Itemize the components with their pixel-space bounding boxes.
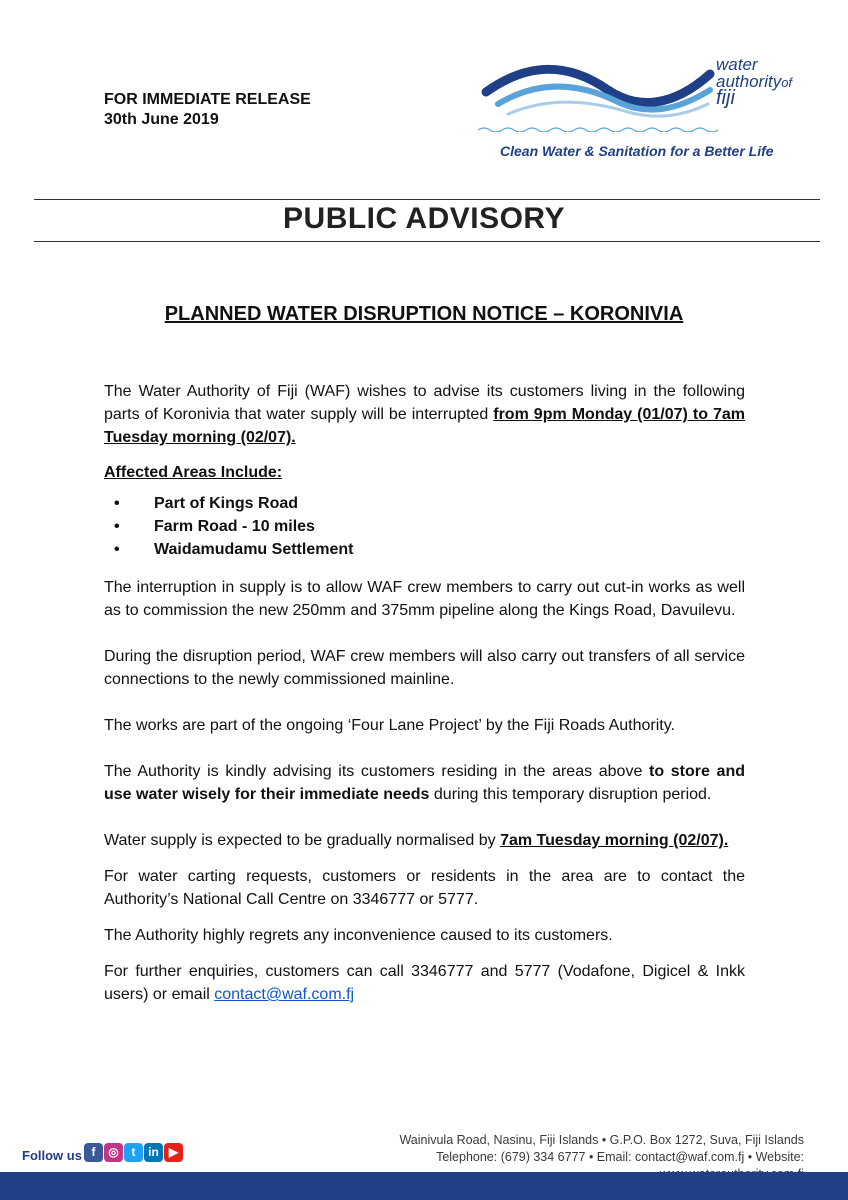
youtube-icon[interactable]: ▶ (164, 1143, 183, 1162)
title-rule-top (34, 199, 820, 200)
logo-word-authority: authorityof (716, 72, 793, 91)
purpose-paragraph: The interruption in supply is to allow WAF crew members to carry out cut-in works as well as to commission the new 250mm and 375mm pipeline along the Kings Road, Davuilevu. (104, 579, 745, 619)
enquiries-paragraph: For further enquiries, customers can call 3346777 and 5777 (Vodafone, Digicel & Inkk users) or email contact@waf.com.fj (104, 963, 745, 1003)
advise-paragraph: The Authority is kindly advising its customers residing in the areas above to store and use water wisely for their immediate needs during this temporary disruption period. (104, 763, 745, 803)
body-content (104, 380, 745, 1006)
affected-areas-list (104, 492, 745, 561)
list-item: • Farm Road - 10 miles (104, 515, 745, 538)
bullet-icon: • (114, 495, 120, 512)
linkedin-icon[interactable]: in (144, 1143, 163, 1162)
carting-paragraph: For water carting requests, customers or residents in the area are to contact the Authority’s National Call Centre on 3346777 or 5777. (104, 868, 745, 908)
wave-logo-icon (478, 52, 718, 132)
footer-address: Wainivula Road, Nasinu, Fiji Islands • G.P.O. Box 1272, Suva, Fiji Islands (399, 1133, 804, 1147)
list-item: • Part of Kings Road (104, 492, 745, 515)
email-link[interactable]: contact@waf.com.fj (214, 986, 355, 1003)
title-rule-bottom (34, 241, 820, 242)
disruption-period: from 9pm Monday (01/07) to 7am Tuesday morning (02/07). (104, 406, 745, 446)
bullet-icon: • (114, 518, 120, 535)
regret-paragraph: The Authority highly regrets any inconvenience caused to its customers. (104, 927, 613, 944)
follow-us-label: Follow us (22, 1148, 82, 1163)
logo-word-fiji: fiji (716, 87, 735, 109)
affected-areas-heading: Affected Areas Include: (104, 464, 283, 481)
footer-contact: Telephone: (679) 334 6777 • Email: contact@waf.com.fj • Website: (436, 1150, 804, 1164)
project-paragraph: The works are part of the ongoing ‘Four Lane Project’ by the Fiji Roads Authority. (104, 717, 675, 734)
facebook-icon[interactable]: f (84, 1143, 103, 1162)
release-date: 30th June 2019 (104, 111, 219, 128)
normalised-paragraph: Water supply is expected to be gradually normalised by 7am Tuesday morning (02/07). (104, 832, 729, 849)
notice-title: PLANNED WATER DISRUPTION NOTICE – KORONIVIA (164, 303, 684, 325)
release-info (104, 90, 311, 130)
release-label: FOR IMMEDIATE RELEASE (104, 91, 311, 108)
logo-tagline: Clean Water & Sanitation for a Better Life (500, 143, 774, 159)
list-item: • Waidamudamu Settlement (104, 538, 745, 561)
twitter-icon[interactable]: t (124, 1143, 143, 1162)
transfers-paragraph: During the disruption period, WAF crew members will also carry out transfers of all service connections to the newly commissioned mainline. (104, 648, 745, 688)
intro-paragraph: The Water Authority of Fiji (WAF) wishes to advise its customers living in the following parts of Koronivia that water supply will be interrupted from 9pm Monday (01/07) to 7am Tuesday morning (02/07). (104, 383, 745, 446)
footer-bar (0, 1172, 848, 1200)
instagram-icon[interactable]: ◎ (104, 1143, 123, 1162)
logo-word-water: water (716, 55, 758, 74)
bullet-icon: • (114, 541, 120, 558)
page-title: PUBLIC ADVISORY (283, 202, 565, 235)
